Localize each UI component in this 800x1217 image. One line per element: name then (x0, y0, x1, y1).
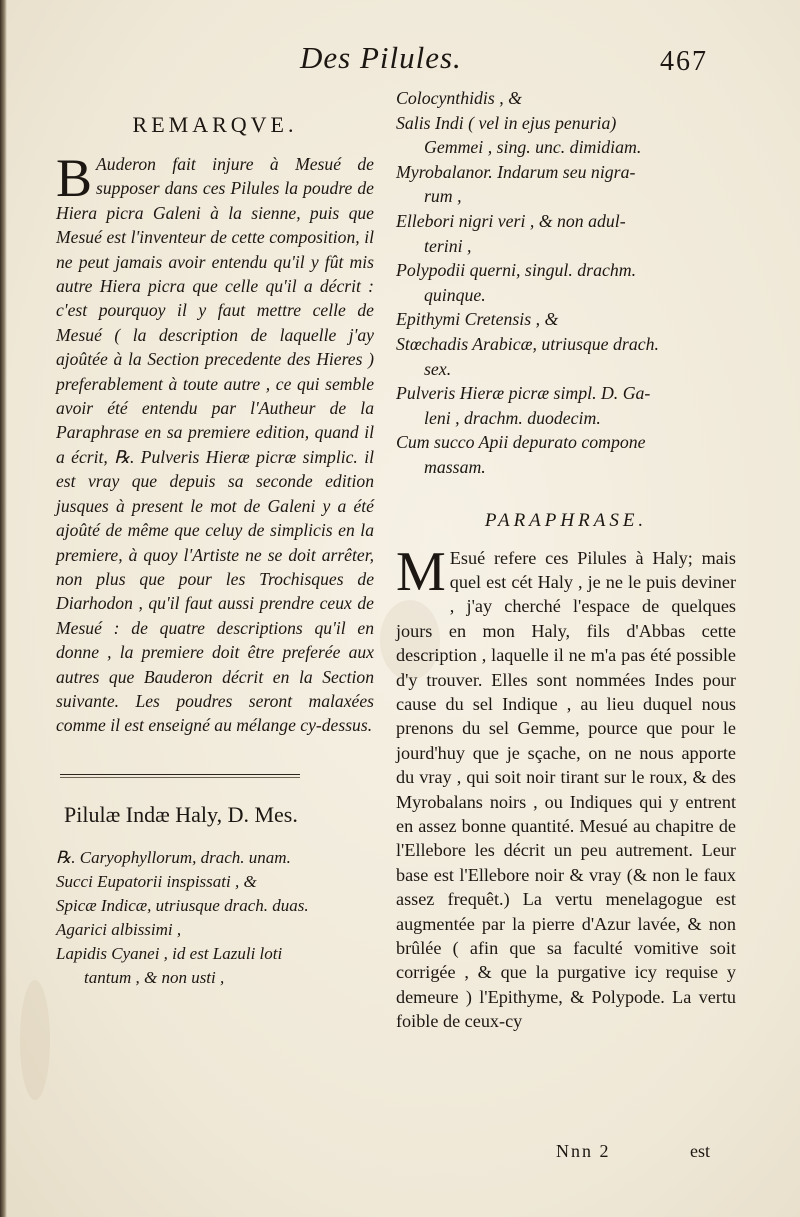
catchword: est (690, 1141, 710, 1161)
recipe-line: Gemmei , sing. unc. dimidiam. (424, 137, 642, 158)
recipe-ingredients-continued (396, 86, 736, 480)
recipe-line: tantum , & non usti , (84, 967, 225, 987)
recipe-line: Ellebori nigri veri , & non adul- (396, 210, 626, 231)
recipe-line: sex. (424, 358, 452, 379)
recipe-line: Cum succo Apii depurato compone (396, 432, 646, 453)
recipe-line: Epithymi Cretensis , & (396, 309, 559, 330)
paraphrase-text: Esué refere ces Pilules à Haly; mais quel est cét Haly , je ne le puis deviner , j'ay cherché l'espace de quelques jours en mon Haly, fils d'Abbas cette description , laquelle il ne m'a pas été possible d'y trouver. Elles sont nommées Indes pour cause du sel Indique , au lieu duquel nous prenons du sel Gemme, pource que pour le jourd'huy que je sçache, on ne nous apporte du vray , qui soit noir tirant sur le roux, & des Myrobalans noirs , ou Indiques qui y entrent en assez bonne quantité. Mesué au chapitre de l'Ellebore les décrit un peu autrement. Leur base est l'Ellebore noir & vray (& non le faux assez frequêt.) La vertu menelagogue est augmentée par la pierre d'Azur lavée, & non brûlée ( afin que sa faculté vomitive soit corrigée , & que la purgative icy requise y demeure ) l'Epithyme, & Polypode. La vertu foible de ceux-cy (396, 547, 736, 1032)
recipe-ingredients (56, 846, 374, 990)
left-column (56, 112, 374, 990)
recipe-line: rum , (424, 186, 462, 207)
recipe-line: Agarici albissimi , (56, 919, 182, 939)
recipe-line: Pulveris Hieræ picræ simpl. D. Ga- (396, 383, 651, 404)
recipe-line: Lapidis Cyanei , id est Lazuli loti (56, 943, 283, 963)
recipe-line: Succi Eupatorii inspissati , & (56, 871, 257, 891)
recipe-line: Myrobalanor. Indarum seu nigra- (396, 161, 636, 182)
recipe-line: Polypodii querni, singul. drachm. (396, 260, 637, 281)
recipe-line: Stœchadis Arabicæ, utriusque drach. (396, 333, 659, 354)
recipe-line: terini , (424, 235, 472, 256)
recipe-line: Spicæ Indicæ, utriusque drach. duas. (56, 895, 309, 915)
recipe-line: Salis Indi ( vel in ejus penuria) (396, 112, 617, 133)
page-number: 467 (660, 46, 708, 77)
recipe-title: Pilulæ Indæ Haly, D. Mes. (64, 801, 298, 827)
drop-cap: B (56, 148, 93, 208)
section-divider (60, 774, 300, 778)
page-binding-edge (0, 0, 7, 1217)
remark-heading: REMARQVE. (132, 112, 298, 137)
drop-cap: M (396, 540, 446, 603)
remark-text: Auderon fait injure à Mesué de supposer dans ces Pilules la poudre de Hiera picra Galeni à la sienne, puis que Mesué est l'inventeur de cette composition, il ne peut jamais avoir entendu qu'il y fût mis autre Hiera picra que celle qu'il a décrit : c'est pourquoy il y faut mettre celle de Mesué ( la description de laquelle j'ay ajoûtée à la Section precedente des Hieres ) preferablement à toute autre , ce qui semble avoir été entendu par l'Autheur de la Paraphrase en sa premiere edition, quand il a écrit, ℞. Pulveris Hieræ picræ simplic. il est vray que depuis sa seconde edition jusques à present le mot de Galeni y a été ajoûté de même que celuy de simplicis en la premiere, à quoy l'Artiste ne se doit arrêter, non plus que pour les Trochisques de Diarhodon , qu'il faut aussi prendre ceux de Mesué : de quatre descriptions qu'il en donne , la premiere doit être preferée aux autres que Bauderon décrit en la Section suivante. Les poudres seront malaxées comme il est enseigné au mélange cy-dessus. (56, 154, 374, 736)
remark-paragraph (56, 148, 374, 738)
recipe-line: leni , drachm. duodecim. (424, 407, 601, 428)
recipe-line: ℞. Caryophyllorum, drach. unam. (56, 847, 291, 867)
signature-mark: Nnn 2 (556, 1141, 611, 1161)
paraphrase-paragraph (396, 540, 736, 1034)
recipe-line: quinque. (424, 284, 486, 305)
paper-stain (20, 980, 50, 1100)
recipe-line: Colocynthidis , & (396, 88, 522, 108)
running-title: Des Pilules. (300, 40, 462, 75)
recipe-line: massam. (424, 456, 486, 477)
right-column (396, 86, 736, 1034)
paraphrase-heading: PARAPHRASE. (484, 509, 648, 531)
